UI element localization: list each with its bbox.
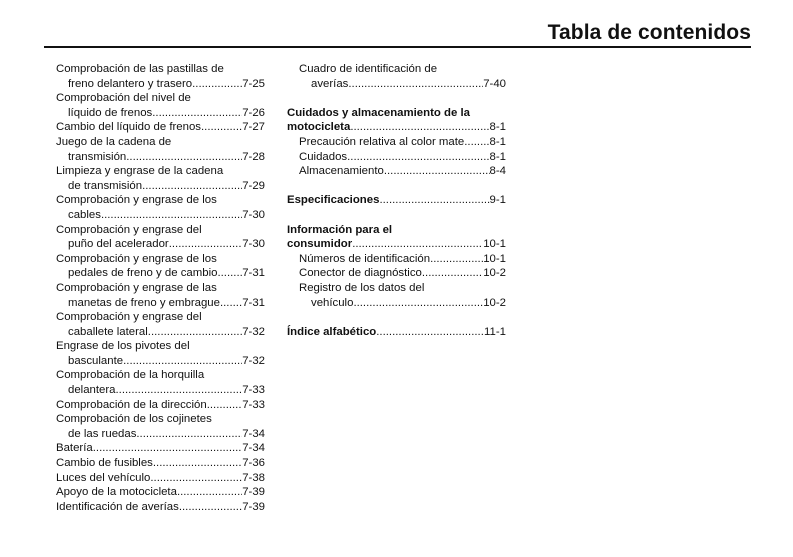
- toc-page-number: 7-31: [242, 267, 265, 280]
- toc-page-number: 10-2: [483, 267, 506, 280]
- toc-page-number: 7-34: [242, 442, 265, 455]
- toc-page-number: 9-1: [489, 194, 506, 207]
- leader-dots: [126, 150, 242, 165]
- toc-entry-text: freno delantero y trasero: [68, 77, 193, 90]
- toc-page-number: 8-1: [489, 121, 506, 134]
- toc-entry-line: Comprobación de las pastillas de: [56, 63, 224, 75]
- leader-dots: [177, 485, 242, 500]
- toc-section-title: Especificaciones: [287, 194, 380, 207]
- toc-page-number: 10-1: [483, 252, 506, 265]
- toc-entry-text: averías: [311, 77, 349, 90]
- leader-dots: [142, 179, 242, 194]
- toc-section-title: consumidor: [287, 238, 353, 251]
- toc-entry-line: Comprobación y engrase de los: [56, 194, 217, 207]
- toc-entry-line: Limpieza y engrase de la cadena: [56, 165, 224, 178]
- leader-dots: [123, 354, 242, 369]
- toc-entry[interactable]: [56, 193, 265, 222]
- toc-entry[interactable]: [56, 223, 265, 252]
- toc-entry-line: [56, 500, 265, 515]
- leader-dots: [220, 296, 242, 311]
- toc-entry-line: [287, 237, 506, 252]
- page-title: Tabla de contenidos: [547, 21, 751, 44]
- toc-entry-line: [56, 383, 265, 398]
- toc-column-left: [56, 62, 265, 514]
- leader-dots: [93, 441, 242, 456]
- toc-entry-text: de transmisión: [68, 179, 143, 192]
- toc-entry-line: Comprobación de los cojinetes: [56, 413, 212, 426]
- toc-entry-line: Registro de los datos del: [299, 281, 425, 294]
- toc-entry-line: [287, 77, 506, 92]
- toc-page-number: 10-1: [483, 238, 506, 251]
- toc-entry-line: [287, 120, 506, 135]
- toc-page-number: 7-28: [242, 150, 265, 163]
- toc-section-title: Cuidados y almacenamiento de la: [287, 106, 470, 119]
- leader-dots: [179, 500, 242, 515]
- toc-entry[interactable]: [56, 120, 265, 135]
- toc-entry-line: [56, 296, 265, 311]
- toc-page-number: 7-39: [242, 486, 265, 499]
- leader-dots: [348, 77, 483, 92]
- toc-page-number: 8-4: [489, 165, 506, 178]
- toc-entry-text: Cambio del líquido de frenos: [56, 121, 202, 134]
- toc-entry-text: líquido de frenos: [68, 106, 153, 119]
- toc-entry-almacenamiento[interactable]: [287, 164, 506, 179]
- toc-entry-text: delantera: [68, 384, 116, 397]
- leader-dots: [136, 427, 242, 442]
- toc-entry-line: [56, 106, 265, 121]
- toc-page-number: 7-33: [242, 398, 265, 411]
- toc-entry[interactable]: [56, 62, 265, 91]
- toc-entry-line: Comprobación del nivel de: [56, 92, 191, 105]
- toc-page-number: 7-32: [242, 354, 265, 367]
- toc-entry-numeros[interactable]: [287, 252, 506, 267]
- toc-entry[interactable]: [56, 339, 265, 368]
- toc-entry-line: [56, 120, 265, 135]
- toc-entry-line: [56, 150, 265, 165]
- toc-page-number: 7-25: [242, 77, 265, 90]
- toc-section-cuidados[interactable]: [287, 106, 506, 179]
- toc-section-title: motocicleta: [287, 121, 351, 134]
- toc-entry[interactable]: [56, 412, 265, 441]
- toc-entry[interactable]: [56, 471, 265, 486]
- toc-entry-text: transmisión: [68, 150, 127, 163]
- leader-dots: [384, 164, 490, 179]
- toc-section-title: Información para el: [287, 223, 393, 236]
- toc-entry-text: Batería: [56, 442, 93, 455]
- leader-dots: [169, 237, 242, 252]
- toc-page-number: 7-34: [242, 427, 265, 440]
- toc-entry-line: [56, 208, 265, 223]
- leader-dots: [192, 77, 242, 92]
- toc-entry-text: cables: [68, 208, 101, 221]
- toc-entry-text: de las ruedas: [68, 427, 137, 440]
- toc-page-number: 7-31: [242, 296, 265, 309]
- leader-dots: [101, 208, 242, 223]
- toc-entry-cuadro[interactable]: [287, 62, 506, 91]
- toc-entry-text: Almacenamiento: [299, 165, 384, 178]
- toc-entry-text: Identificación de averías: [56, 500, 179, 513]
- toc-entry-precaucion[interactable]: [287, 135, 506, 150]
- toc-entry-line: [56, 456, 265, 471]
- leader-dots: [430, 252, 483, 267]
- toc-entry-line: [56, 354, 265, 369]
- toc-entry-line: [56, 77, 265, 92]
- toc-page-number: 8-1: [489, 135, 506, 148]
- leader-dots: [207, 398, 242, 413]
- toc-column-right: [287, 62, 506, 339]
- toc-entry-line: [56, 266, 265, 281]
- toc-entry-text: vehículo: [311, 296, 354, 309]
- toc-entry[interactable]: [56, 91, 265, 120]
- toc-entry[interactable]: [56, 164, 265, 193]
- toc-page-number: 7-26: [242, 106, 265, 119]
- leader-dots: [464, 135, 489, 150]
- title-rule: [44, 46, 751, 48]
- toc-entry[interactable]: [56, 456, 265, 471]
- leader-dots: [422, 266, 483, 281]
- toc-page-number: 8-1: [489, 150, 506, 163]
- toc-page-number: 10-2: [483, 296, 506, 309]
- leader-dots: [148, 325, 242, 340]
- toc-section-indice[interactable]: [287, 325, 506, 340]
- toc-entry-line: Comprobación y engrase del: [56, 311, 202, 324]
- toc-entry-line: Cuadro de identificación de: [299, 63, 438, 75]
- toc-page-number: 7-32: [242, 325, 265, 338]
- toc-entry-line: [56, 471, 265, 486]
- toc-entry-text: Luces del vehículo: [56, 471, 151, 484]
- toc-entry-text: pedales de freno y de cambio: [68, 267, 218, 280]
- toc-entry-line: [56, 237, 265, 252]
- toc-entry-line: [56, 427, 265, 442]
- toc-entry-text: Conector de diagnóstico: [299, 267, 422, 280]
- toc-entry-line: [56, 398, 265, 413]
- toc-entry-text: caballete lateral: [68, 325, 148, 338]
- toc-page-number: 7-40: [483, 77, 506, 90]
- toc-entry-line: [56, 179, 265, 194]
- toc-entry-text: Precaución relativa al color mate: [299, 135, 465, 148]
- toc-entry-line: Comprobación y engrase de los: [56, 252, 217, 265]
- leader-dots: [352, 237, 483, 252]
- leader-dots: [353, 296, 483, 311]
- leader-dots: [217, 266, 242, 281]
- toc-entry[interactable]: [56, 281, 265, 310]
- toc-entry-line: Engrase de los pivotes del: [56, 340, 190, 353]
- leader-dots: [347, 150, 489, 165]
- toc-entry[interactable]: [56, 398, 265, 413]
- leader-dots: [201, 120, 242, 135]
- toc-entry-text: Cuidados: [299, 150, 348, 163]
- leader-dots: [379, 193, 489, 208]
- toc-entry-text: Cambio de fusibles: [56, 457, 153, 470]
- toc-entry-conector[interactable]: [287, 266, 506, 281]
- toc-entry-line: Comprobación de la horquilla: [56, 369, 205, 382]
- toc-section-title: Índice alfabético: [287, 325, 377, 338]
- toc-entry-text: manetas de freno y embrague: [68, 296, 220, 309]
- toc-page-number: 7-29: [242, 179, 265, 192]
- toc-entry-text: puño del acelerador: [68, 238, 169, 251]
- toc-entry-line: [287, 296, 506, 311]
- toc-entry-line: [56, 485, 265, 500]
- toc-entry-text: Números de identificación: [299, 252, 431, 265]
- toc-page-number: 7-33: [242, 384, 265, 397]
- toc-entry-line: Comprobación y engrase de las: [56, 281, 217, 294]
- toc-entry[interactable]: [56, 252, 265, 281]
- toc-page-number: 7-39: [242, 500, 265, 513]
- leader-dots: [350, 120, 489, 135]
- leader-dots: [116, 383, 243, 398]
- toc-section-informacion[interactable]: [287, 223, 506, 311]
- toc-entry-line: Comprobación y engrase del: [56, 223, 202, 236]
- toc-entry[interactable]: [56, 485, 265, 500]
- toc-entry[interactable]: [56, 310, 265, 339]
- toc-entry-line: [56, 325, 265, 340]
- toc-entry-registro[interactable]: [287, 281, 506, 310]
- toc-entry-cuidados[interactable]: [287, 150, 506, 165]
- leader-dots: [376, 325, 484, 340]
- leader-dots: [150, 471, 242, 486]
- toc-section-especificaciones[interactable]: [287, 193, 506, 208]
- toc-entry-text: basculante: [68, 354, 124, 367]
- toc-entry-line: [56, 441, 265, 456]
- toc-page-number: 7-38: [242, 471, 265, 484]
- toc-entry[interactable]: [56, 135, 265, 164]
- toc-page-number: 11-1: [484, 325, 506, 338]
- toc-entry[interactable]: [56, 368, 265, 397]
- toc-entry-text: Apoyo de la motocicleta: [56, 486, 177, 499]
- toc-entry[interactable]: [56, 500, 265, 515]
- leader-dots: [153, 456, 242, 471]
- toc-page-number: 7-36: [242, 457, 265, 470]
- toc-entry-text: Comprobación de la dirección: [56, 398, 207, 411]
- leader-dots: [152, 106, 242, 121]
- toc-page-number: 7-30: [242, 208, 265, 221]
- toc-page-number: 7-27: [242, 121, 265, 134]
- toc-page-number: 7-30: [242, 238, 265, 251]
- toc-entry[interactable]: [56, 441, 265, 456]
- toc-entry-line: Juego de la cadena de: [56, 135, 172, 148]
